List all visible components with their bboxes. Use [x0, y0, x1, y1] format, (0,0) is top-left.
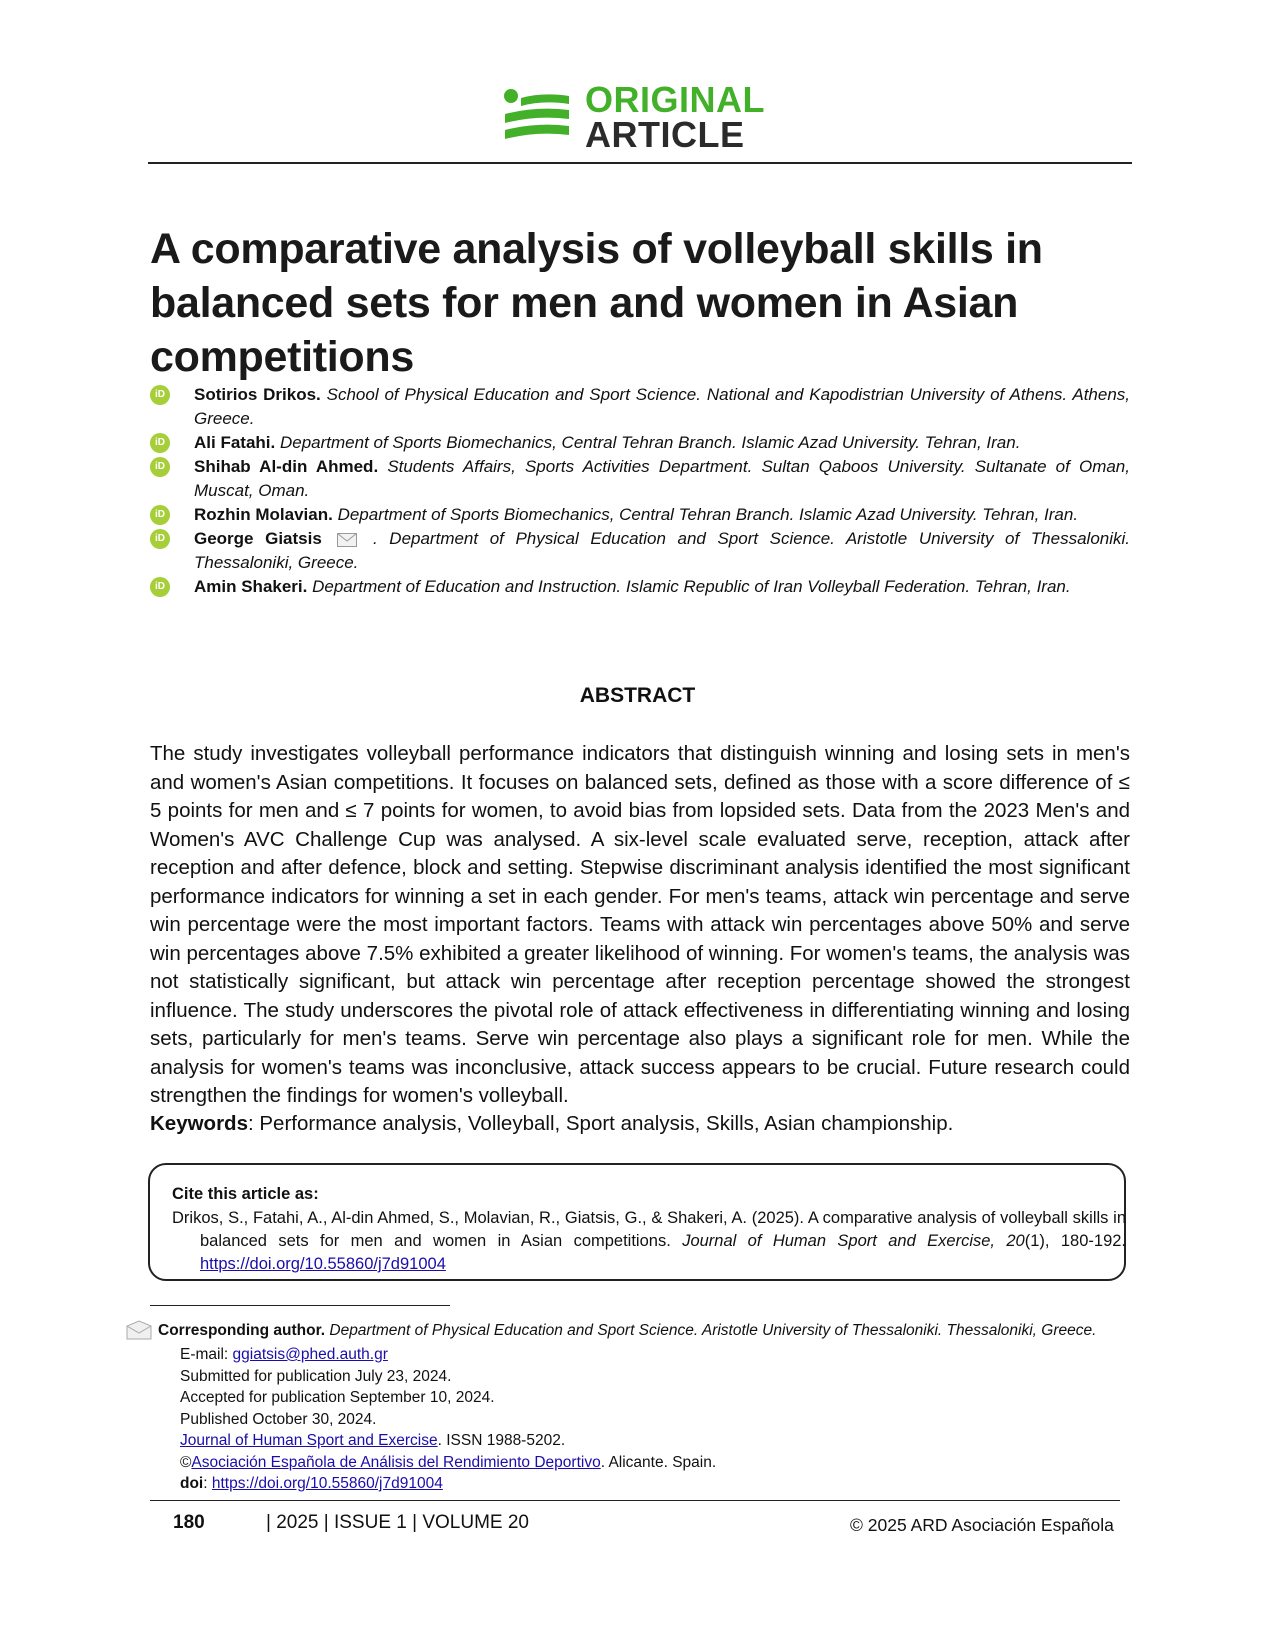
header-divider: [148, 162, 1132, 164]
author-affiliation: Department of Sports Biomechanics, Central Tehran Branch. Islamic Azad University. Tehran, Iran.: [337, 505, 1079, 524]
footer-divider: [150, 1500, 1120, 1501]
logo-stripes-icon: [503, 88, 571, 148]
association-line: [180, 1452, 716, 1474]
keywords-list: : Performance analysis, Volleyball, Sport analysis, Skills, Asian championship.: [247, 1112, 954, 1135]
journal-link[interactable]: Journal of Human Sport and Exercise: [180, 1432, 438, 1449]
journal-logo: [503, 79, 793, 155]
citation-journal: Journal of Human Sport and Exercise, 20: [682, 1232, 1025, 1250]
accepted-date: Accepted for publication September 10, 2024.: [180, 1389, 495, 1406]
issue-info: | 2025 | ISSUE 1 | VOLUME 20: [266, 1512, 529, 1533]
author-name: Rozhin Molavian.: [194, 505, 333, 524]
submitted-date: Submitted for publication July 23, 2024.: [180, 1367, 452, 1385]
keywords-label: Keywords: [150, 1112, 248, 1135]
author-affiliation: School of Physical Education and Sport Science. National and Kapodistrian University of Athens. Athens, Greece.: [194, 385, 1130, 428]
corresponding-affiliation: Department of Physical Education and Sport Science. Aristotle University of Thessaloniki. Thessaloniki, Greece.: [329, 1322, 1097, 1339]
abstract-heading: ABSTRACT: [579, 684, 696, 707]
citation-box: [148, 1163, 1126, 1281]
author-affiliation: Department of Sports Biomechanics, Central Tehran Branch. Islamic Azad University. Tehran, Iran.: [279, 433, 1021, 452]
email-line: [180, 1344, 716, 1366]
published-date: Published October 30, 2024.: [180, 1410, 377, 1428]
orcid-icon[interactable]: iD: [150, 457, 170, 477]
author-affiliation: . Department of Physical Education and Sport Science. Aristotle University of Thessaloniki. Thessaloniki, Greece.: [194, 529, 1131, 572]
author-item: [150, 455, 1130, 503]
author-affiliation: Department of Education and Instruction. Islamic Republic of Iran Volleyball Federation. Tehran, Iran.: [312, 577, 1071, 596]
issn: . ISSN 1988-5202.: [437, 1432, 566, 1449]
author-name: Ali Fatahi.: [194, 433, 276, 452]
orcid-icon[interactable]: iD: [150, 385, 170, 405]
keywords: [150, 1110, 1130, 1138]
journal-line: [180, 1430, 716, 1452]
citation-doi-link[interactable]: https://doi.org/10.55860/j7d91004: [200, 1255, 446, 1273]
citation-authors: Drikos, S., Fatahi, A., Al-din Ahmed, S., Molavian, R., Giatsis, G., & Shakeri, A. (2025). A comparative analysis of volleyball skills in balanced sets for men and women in Asian competitions.: [172, 1209, 1126, 1250]
page-number: 180: [173, 1512, 205, 1533]
author-list: [150, 383, 1130, 599]
citation-text: [172, 1207, 1126, 1276]
footnote-divider: [150, 1305, 450, 1306]
email-link[interactable]: ggiatsis@phed.auth.gr: [232, 1346, 388, 1363]
orcid-icon[interactable]: iD: [150, 577, 170, 597]
corresponding-author-line: [158, 1320, 1096, 1342]
orcid-icon[interactable]: iD: [150, 433, 170, 453]
envelope-icon[interactable]: [337, 533, 357, 547]
logo-text: [585, 79, 765, 155]
footer-copyright: © 2025 ARD Asociación Española: [850, 1515, 1114, 1535]
author-name: Sotirios Drikos.: [194, 385, 321, 404]
publication-details: [180, 1344, 716, 1495]
association-link[interactable]: Asociación Española de Análisis del Rendimiento Deportivo: [191, 1453, 601, 1471]
author-item: [150, 503, 1130, 527]
logo-line-1: ORIGINAL: [585, 79, 765, 120]
abstract-text: The study investigates volleyball performance indicators that distinguish winning and losing sets in men's and women's Asian competitions. It focuses on balanced sets, defined as those with a score difference of ≤ 5 points for men and ≤ 7 points for women, to avoid bias from lopsided sets. Data from the 2023 Men's and Women's AVC Challenge Cup was analysed. A six-level scale evaluated serve, reception, attack after reception and after defence, block and setting. Stepwise discriminant analysis identified the most significant performance indicators for winning a set in each gender. For men's teams, attack win percentage and serve win percentage were the most important factors. Teams with attack win percentages above 50% and serve win percentages above 7.5% exhibited a greater likelihood of winning. For women's teams, the analysis was not statistically significant, but attack win percentage after reception percentage showed the strongest influence. The study underscores the pivotal role of attack effectiveness in differentiating winning and losing sets, particularly for men's teams. Serve win percentage also plays a significant role for men. While the analysis for women's teams was inconclusive, attack success appears to be crucial. Future research could strengthen the findings for women's volleyball.: [150, 742, 1130, 1107]
copyright-symbol: ©: [180, 1453, 192, 1471]
email-label: E-mail:: [180, 1346, 233, 1363]
orcid-icon[interactable]: iD: [150, 529, 170, 549]
author-affiliation: Students Affairs, Sports Activities Department. Sultan Qaboos University. Sultanate of Oman, Muscat, Oman.: [194, 457, 1130, 500]
author-name: George Giatsis: [194, 529, 322, 548]
author-item: [150, 383, 1130, 431]
orcid-icon[interactable]: iD: [150, 505, 170, 525]
citation-issue: (1), 180-192.: [1024, 1232, 1127, 1250]
author-name: Amin Shakeri.: [194, 577, 308, 596]
association-place: . Alicante. Spain.: [600, 1453, 717, 1471]
author-item: [150, 527, 1130, 575]
doi-link[interactable]: https://doi.org/10.55860/j7d91004: [211, 1475, 443, 1492]
corresponding-label: Corresponding author.: [158, 1322, 326, 1339]
author-item: [150, 575, 1130, 599]
citation-heading: Cite this article as:: [172, 1185, 319, 1203]
author-item: [150, 431, 1130, 455]
article-title: A comparative analysis of volleyball skills in balanced sets for men and women in Asian competitions: [150, 225, 1043, 381]
doi-line: [180, 1473, 716, 1495]
doi-label: doi: [180, 1475, 204, 1492]
doi-separator: :: [203, 1475, 212, 1492]
author-name: Shihab Al-din Ahmed.: [194, 457, 379, 476]
envelope-icon: [126, 1320, 152, 1340]
logo-line-2: ARTICLE: [585, 114, 745, 155]
